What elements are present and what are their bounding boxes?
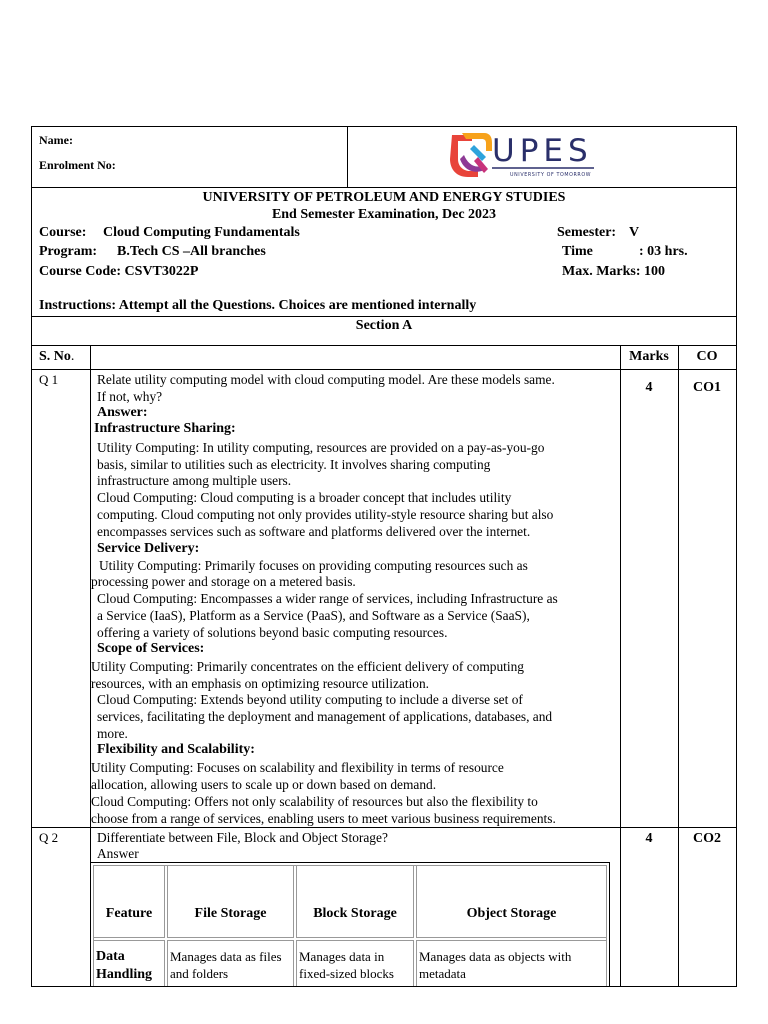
q1-sub4-title: Flexibility and Scalability:	[97, 742, 255, 757]
q2-marks: 4	[645, 831, 653, 846]
q1-sub4-cloud-line-1: Cloud Computing: Offers not only scalability of resources but also the flexibility to	[91, 794, 538, 809]
q1-co: CO1	[693, 380, 721, 395]
header-divider	[31, 187, 737, 188]
program-label: Program:	[39, 244, 98, 259]
cell-border-r1c2	[167, 865, 294, 938]
enrolment-label: Enrolment No:	[39, 158, 116, 172]
time-value: : 03 hrs.	[639, 244, 688, 259]
q2-answer-label: Answer	[97, 846, 139, 861]
table-header-block: Block Storage	[313, 906, 397, 921]
marks-header: Marks	[629, 349, 669, 364]
sno-header-text: S. No	[39, 349, 71, 364]
q2-question: Differentiate between File, Block and Object Storage?	[97, 830, 388, 845]
course-code: Course Code: CSVT3022P	[39, 264, 199, 279]
q1-question-line-1: Relate utility computing model with cloud computing model. Are these models same.	[97, 372, 555, 387]
q1-sub1-cloud-line-3: encompasses services such as software and platforms delivered over the internet.	[97, 524, 531, 539]
q1-sub4-cloud-line-2: choose from a range of services, enabling users to meet various business requirements.	[91, 811, 556, 826]
q1-sub3-utility-line-2: resources, with an emphasis on optimizing resource utilization.	[91, 676, 430, 691]
q1-sub1-cloud-line-2: computing. Cloud computing not only provides utility-style resource sharing but also	[97, 507, 554, 522]
sno-header	[39, 349, 74, 365]
cell-border-r1c1	[93, 865, 165, 938]
instructions: Instructions: Attempt all the Questions. Choices are mentioned internally	[39, 298, 477, 313]
table-header-object: Object Storage	[466, 906, 557, 921]
frame-bottom	[31, 986, 737, 987]
q1-sub1-cloud-line-1: Cloud Computing: Cloud computing is a broader concept that includes utility	[97, 490, 512, 505]
q1-sub2-title: Service Delivery:	[97, 541, 200, 556]
q1-sub3-cloud-line-2: services, facilitating the deployment and management of applications, databases, and	[97, 709, 553, 724]
table-header-file: File Storage	[194, 906, 267, 921]
q1-sub2-utility-line-2: processing power and storage on a metered basis.	[91, 574, 356, 589]
name-label: Name:	[39, 133, 73, 147]
column-header-divider	[31, 369, 737, 370]
university-title: UNIVERSITY OF PETROLEUM AND ENERGY STUDIES	[202, 190, 566, 205]
table-row-1-block: Manages data in fixed-sized blocks	[299, 949, 394, 981]
frame-right	[736, 126, 737, 987]
q1-sub1-utility-line-2: basis, similar to utilities such as electricity. It involves sharing computing	[97, 457, 491, 472]
frame-top	[31, 126, 737, 127]
table-row-1-feature: Data Handling	[96, 949, 153, 982]
q1-sub4-utility-line-2: allocation, allowing users to scale up or down based on demand.	[91, 777, 437, 792]
q1-sub4-utility-line-1: Utility Computing: Focuses on scalability and flexibility in terms of resource	[91, 760, 504, 775]
logo-tagline: UNIVERSITY OF TOMORROW	[510, 173, 592, 178]
course-label: Course:	[39, 225, 87, 240]
section-title: Section A	[355, 318, 413, 333]
q2-co: CO2	[693, 831, 721, 846]
q1-sub2-utility-line-1: Utility Computing: Primarily focuses on providing computing resources such as	[99, 558, 528, 573]
cell-border-r1c4	[416, 865, 607, 938]
course-value: Cloud Computing Fundamentals	[103, 225, 300, 240]
program-value: B.Tech CS –All branches	[117, 244, 266, 259]
sno-header-dot: .	[70, 349, 75, 364]
frame-left	[31, 126, 32, 987]
q1-number: Q 1	[39, 372, 59, 387]
upes-logo	[440, 127, 600, 185]
table-row-1-object: Manages data as objects with metadata	[419, 949, 572, 981]
semester-value: V	[629, 225, 640, 240]
col-marks-left	[620, 345, 621, 987]
q1-sub3-title: Scope of Services:	[97, 641, 205, 656]
q1-sub1-utility-line-1: Utility Computing: In utility computing, resources are provided on a pay-as-you-go	[97, 440, 545, 455]
time-label: Time	[562, 244, 593, 259]
q1-sub3-utility-line-1: Utility Computing: Primarily concentrates on the efficient delivery of computing	[91, 659, 524, 674]
q1-sub3-cloud-line-3: more.	[97, 726, 128, 741]
q1-marks: 4	[645, 380, 653, 395]
q1-sub2-cloud-line-2: a Service (IaaS), Platform as a Service (PaaS), and Software as a Service (SaaS),	[97, 608, 530, 623]
cell-border-r1c3	[296, 865, 414, 938]
instructions-divider	[31, 316, 737, 317]
q1-sub2-cloud-line-1: Cloud Computing: Encompasses a wider range of services, including Infrastructure as	[97, 591, 558, 606]
max-marks: Max. Marks: 100	[562, 264, 666, 279]
table-row-1-file: Manages data as files and folders	[170, 949, 282, 981]
q1-sub1-title: Infrastructure Sharing:	[94, 421, 236, 436]
exam-title: End Semester Examination, Dec 2023	[271, 207, 497, 222]
semester-label: Semester:	[557, 225, 617, 240]
q1-sub1-utility-line-3: infrastructure among multiple users.	[97, 473, 292, 488]
q1-sub2-cloud-line-3: offering a variety of solutions beyond basic computing resources.	[97, 625, 448, 640]
q1-answer-label: Answer:	[97, 405, 148, 420]
name-logo-divider	[347, 126, 348, 187]
table-header-feature: Feature	[105, 906, 153, 921]
logo-text: UPES	[492, 133, 593, 169]
q1-sub3-cloud-line-1: Cloud Computing: Extends beyond utility computing to include a diverse set of	[97, 692, 523, 707]
q2-number: Q 2	[39, 830, 59, 845]
q1-question-line-2: If not, why?	[97, 389, 163, 404]
co-header: CO	[696, 349, 718, 364]
section-divider	[31, 345, 737, 346]
col-marks-right	[678, 345, 679, 987]
